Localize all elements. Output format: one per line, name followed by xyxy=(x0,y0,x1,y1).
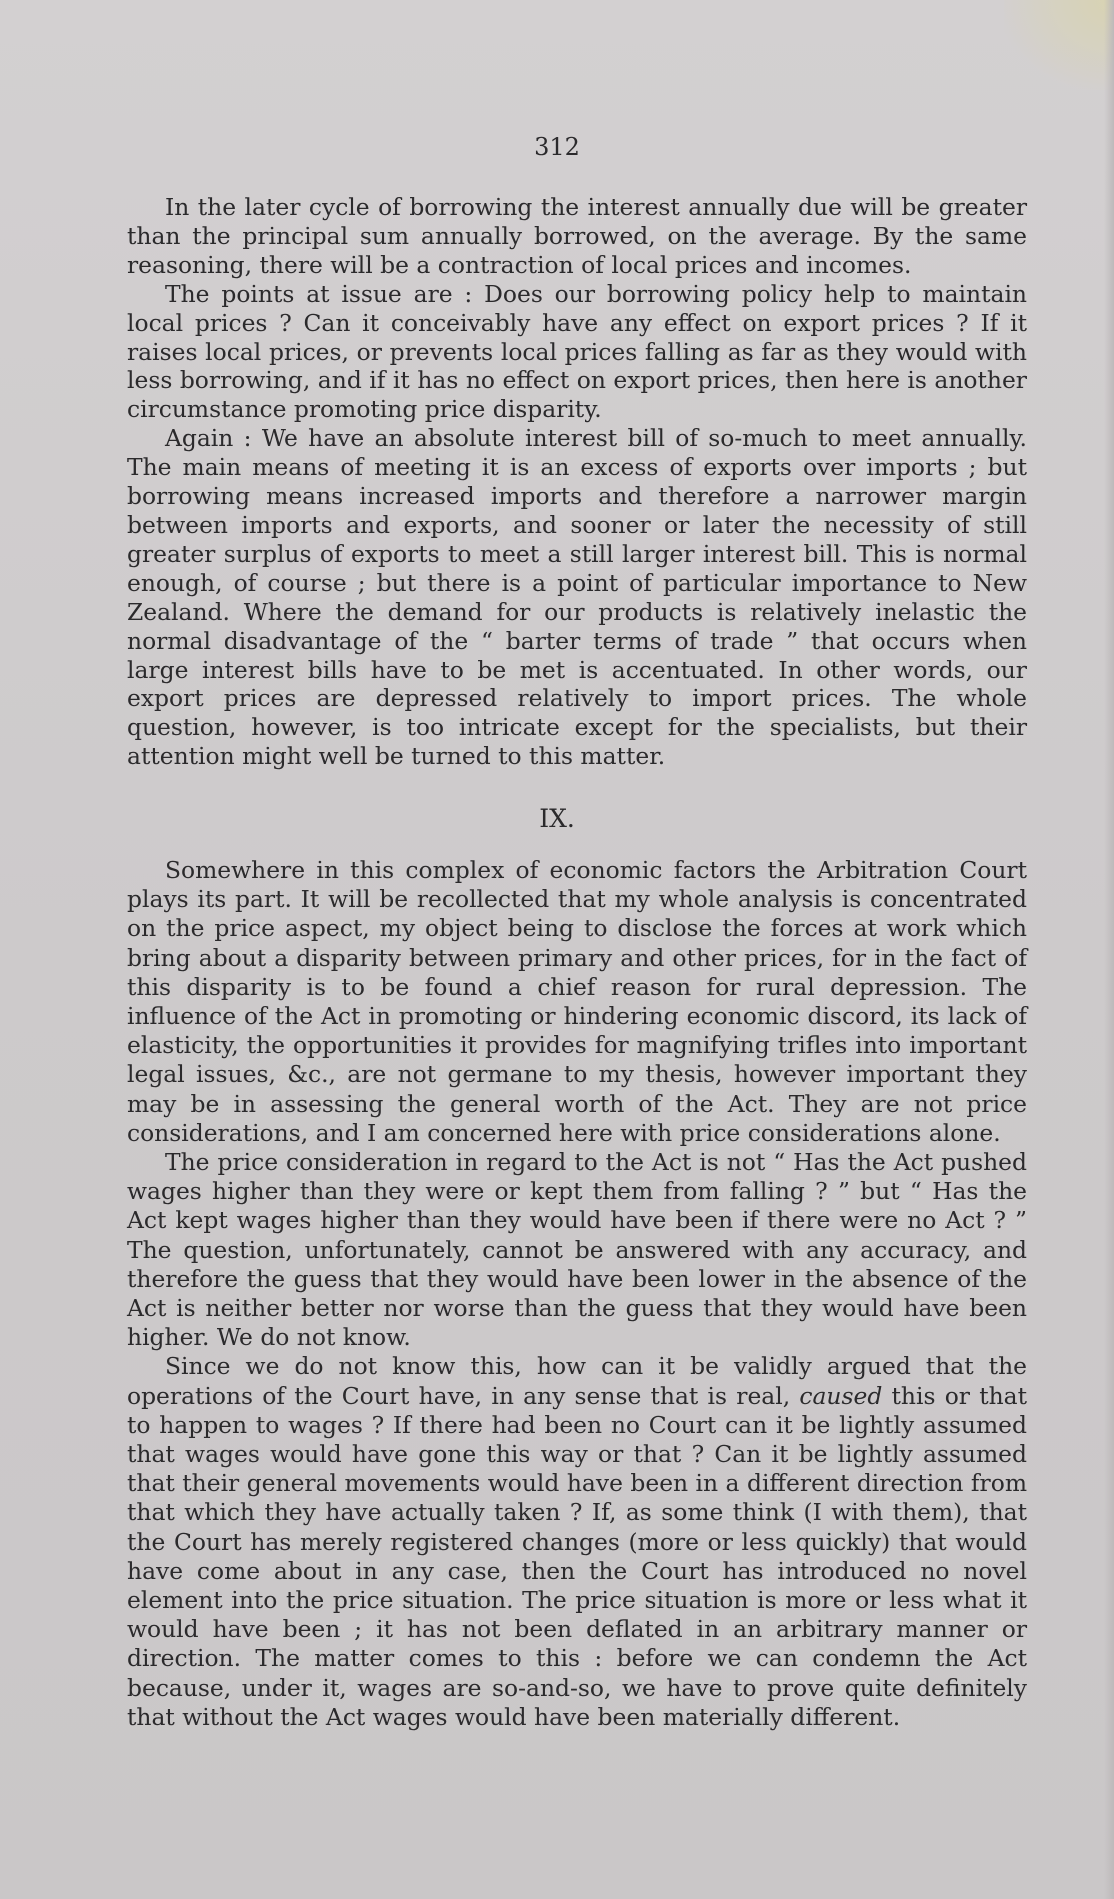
page-stain xyxy=(1004,0,1114,90)
page-edge-shadow xyxy=(1104,0,1114,1899)
paragraph: Somewhere in this complex of economic factors the Arbitration Court plays its part. It will be recollected that my whole analysis is concentrated on the price aspect, my object being to disclose the forces at work which bring about a disparity between primary and other prices, for in the fact of this disparity is to be found a chief reason for rural depression. The influence of the Act in promoting or hindering economic discord, its lack of elasticity, the opportunities it provides for magnifying trifles into important legal issues, &c., are not germane to my thesis, however important they may be in assessing the general worth of the Act. They are not price considerations, and I am concerned here with price considerations alone. xyxy=(127,856,1027,1147)
paragraph: In the later cycle of borrowing the interest annually due will be greater than the principal sum annually borrowed, on the average. By the same reasoning, there will be a contraction of local prices and incomes. xyxy=(127,193,1027,279)
paragraph: Again : We have an absolute interest bill of so-much to meet annually. The main means of meeting it is an excess of exports over imports ; but borrowing means increased imports and therefore a narrower margin between imports and exports, and sooner or later the necessity of still greater surplus of exports to meet a still larger interest bill. This is normal enough, of course ; but there is a point of particular importance to New Zealand. Where the demand for our products is relatively inelastic the normal disadvantage of the “ barter terms of trade ” that occurs when large interest bills have to be met is accentuated. In other words, our export prices are depressed relatively to import prices. The whole question, however, is too intricate except for the specialists, but their attention might well be turned to this matter. xyxy=(127,424,1027,771)
paragraph: The price consideration in regard to the Act is not “ Has the Act pushed wages higher than they were or kept them from falling ? ” but “ Has the Act kept wages higher than they would have been if there were no Act ? ” The question, unfortunately, cannot be answered with any accuracy, and therefore the guess that they would have been lower in the absence of the Act is neither better nor worse than the guess that they would have been higher. We do not know. xyxy=(127,1148,1027,1352)
paragraph-text: this or that to happen to wages ? If there had been no Court can it be lightly assumed that wages would have gone this way or that ? Can it be lightly assumed that their general movements would have been in a different direction from that which they have actually taken ? If, as some think (I with them), that the Court has merely registered changes (more or less quickly) that would have come about in any case, then the Court has introduced no novel element into the price situation. The price situation is more or less what it would have been ; it has not been deflated in an arbitrary manner or direction. The matter comes to this : before we can condemn the Act because, under it, wages are so-and-so, we have to prove quite definitely that without the Act wages would have been materially different. xyxy=(127,1381,1027,1731)
section-heading: IX. xyxy=(539,804,575,833)
text-block-before-section xyxy=(127,193,1027,771)
paragraph: The points at issue are : Does our borrowing policy help to maintain local prices ? Can it conceivably have any effect on export prices ? If it raises local prices, or prevents local prices falling as far as they would with less borrowing, and if it has no effect on export prices, then here is another circumstance promoting price disparity. xyxy=(127,279,1027,424)
page-number: 312 xyxy=(534,133,580,161)
paragraph xyxy=(127,1352,1027,1732)
text-block-section-ix xyxy=(127,856,1027,1732)
paragraph-text: Since we do not know this, how can it be validly argued that the operations of the Court have, in any sense that is real, xyxy=(127,1352,1027,1410)
emphasized-word: caused xyxy=(799,1381,883,1410)
